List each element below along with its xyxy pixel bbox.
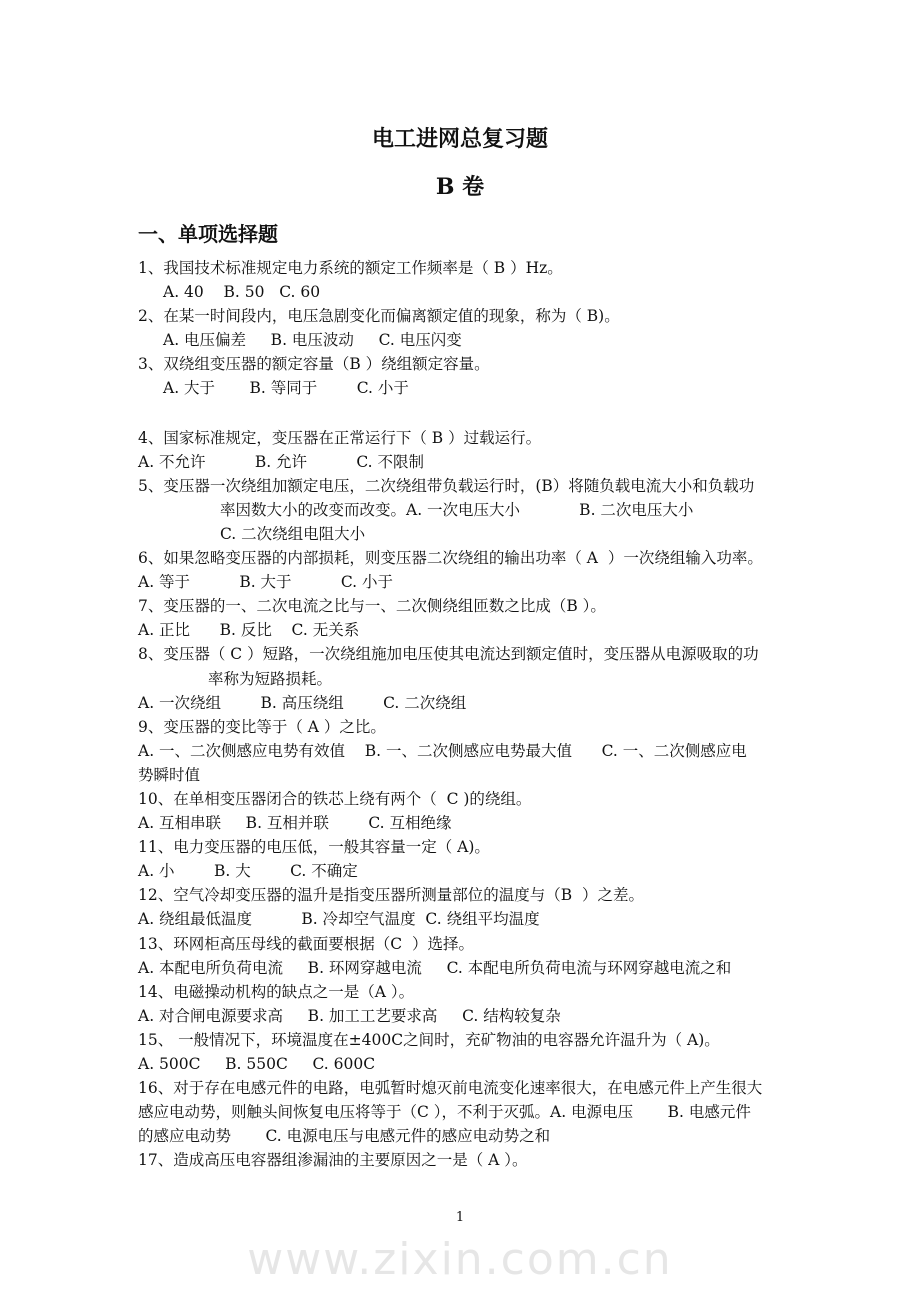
options-16: 的感应电动势 C. 电源电压与电感元件的感应电动势之和 — [138, 1127, 551, 1146]
question-1: 1、我国技术标准规定电力系统的额定工作频率是（ B ）Hz。 — [138, 259, 563, 277]
options-1: A. 40 B. 50 C. 60 — [163, 283, 321, 302]
options-3: A. 大于 B. 等同于 C. 小于 — [163, 379, 409, 398]
question-4: 4、国家标准规定，变压器在正常运行下（ B ）过载运行。 — [138, 428, 542, 447]
question-list — [138, 256, 798, 1172]
options-5: C. 二次绕组电阻大小 — [220, 524, 366, 543]
options-15: A. 500C B. 550C C. 600C — [138, 1055, 376, 1073]
options-4: A. 不允许 B. 允许 C. 不限制 — [138, 452, 424, 471]
section-heading: 一、单项选择题 — [138, 222, 278, 246]
question-17: 17、造成高压电容器组渗漏油的主要原因之一是（ A ）。 — [138, 1151, 528, 1170]
question-14: 14、电磁操动机构的缺点之一是（A ）。 — [138, 982, 415, 1001]
page-number: 1 — [455, 1210, 465, 1225]
document-title: 电工进网总复习题 — [371, 126, 548, 152]
blank-line — [138, 401, 798, 426]
question-5: 5、变压器一次绕组加额定电压，二次绕组带负载运行时，(B）将随负载电流大小和负载功 — [138, 476, 755, 495]
question-10: 10、在单相变压器闭合的铁芯上绕有两个（ C )的绕组。 — [138, 789, 532, 808]
options-10: A. 互相串联 B. 互相并联 C. 互相绝缘 — [138, 814, 452, 833]
question-9: 9、变压器的变比等于（ A ）之比。 — [138, 717, 386, 736]
question-12: 12、空气冷却变压器的温升是指变压器所测量部位的温度与（B ）之差。 — [138, 886, 644, 905]
question-6: 6、如果忽略变压器的内部损耗，则变压器二次绕组的输出功率（ A ）一次绕组输入功率。 — [138, 549, 763, 568]
question-7: 7、变压器的一、二次电流之比与一、二次侧绕组匝数之比成（B ）。 — [138, 597, 606, 616]
watermark: www.zixin.com.cn — [247, 1234, 673, 1285]
options-13: A. 本配电所负荷电流 B. 环网穿越电流 C. 本配电所负荷电流与环网穿越电流之和 — [138, 958, 732, 977]
options-11: A. 小 B. 大 C. 不确定 — [138, 862, 358, 881]
question-16: 16、对于存在电感元件的电路，电弧暂时熄灭前电流变化速率很大，在电感元件上产生很大 — [138, 1079, 763, 1098]
options-14: A. 对合闸电源要求高 B. 加工工艺要求高 C. 结构较复杂 — [138, 1006, 561, 1025]
question-5-cont: 率因数大小的改变而改变。A. 一次电压大小 B. 二次电压大小 — [220, 500, 694, 519]
question-3: 3、双绕组变压器的额定容量（B ）绕组额定容量。 — [138, 355, 490, 374]
options-8: A. 一次绕组 B. 高压绕组 C. 二次绕组 — [138, 693, 467, 712]
options-7: A. 正比 B. 反比 C. 无关系 — [138, 621, 360, 640]
question-13: 13、环网柜高压母线的截面要根据（C ）选择。 — [138, 934, 474, 953]
document-subtitle: B 卷 — [435, 174, 485, 200]
question-16-cont: 感应电动势，则触头间恢复电压将等于（C ），不利于灭弧。A. 电源电压 B. 电感元件 — [138, 1103, 751, 1122]
question-11: 11、电力变压器的电压低，一般其容量一定（ A)。 — [138, 838, 490, 857]
options-9-cont: 势瞬时值 — [138, 765, 201, 784]
question-15: 15、 一般情况下，环境温度在±400C之间时，充矿物油的电容器允许温升为（ A)。 — [138, 1030, 720, 1049]
options-12: A. 绕组最低温度 B. 冷却空气温度 C. 绕组平均温度 — [138, 910, 540, 929]
options-9: A. 一、二次侧感应电势有效值 B. 一、二次侧感应电势最大值 C. 一、二次侧感应电 — [138, 741, 747, 760]
options-2: A. 电压偏差 B. 电压波动 C. 电压闪变 — [163, 331, 462, 350]
question-2: 2、在某一时间段内，电压急剧变化而偏离额定值的现象，称为（ B)。 — [138, 307, 620, 326]
question-8-cont: 率称为短路损耗。 — [208, 669, 333, 688]
options-6: A. 等于 B. 大于 C. 小于 — [138, 573, 393, 592]
question-8: 8、变压器（ C ）短路，一次绕组施加电压使其电流达到额定值时，变压器从电源吸取的功 — [138, 645, 759, 664]
